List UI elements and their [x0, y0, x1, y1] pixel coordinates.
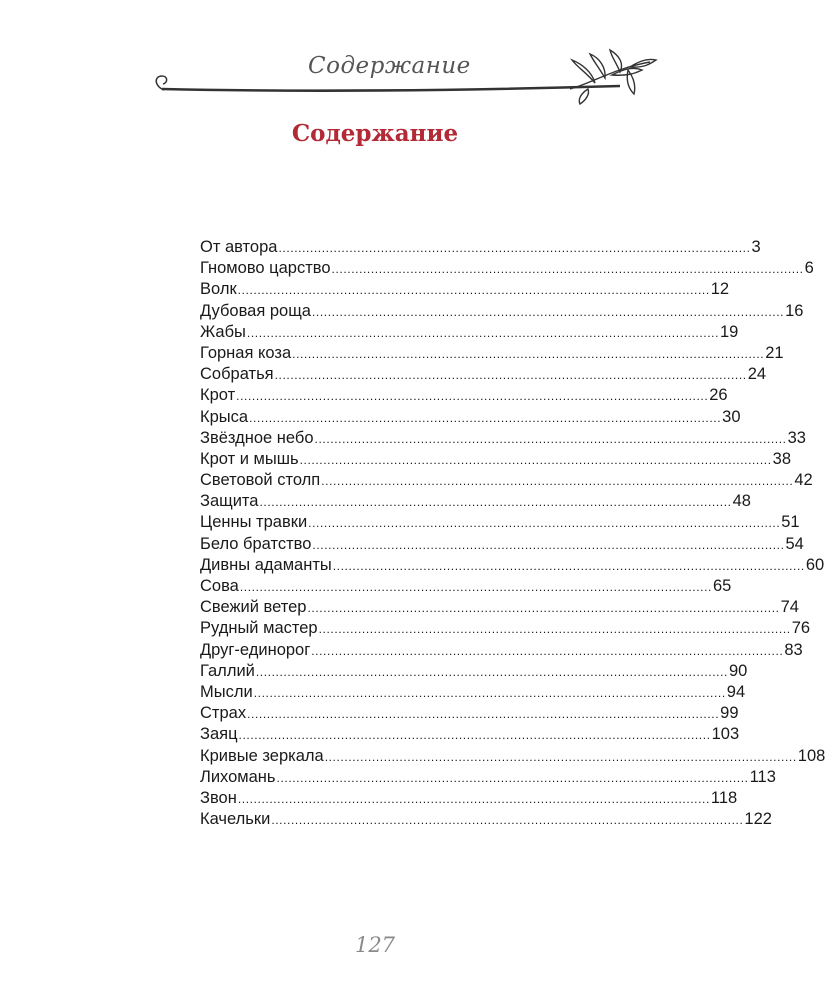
- dot-leader: ........................................................................................................................: [314, 431, 787, 446]
- toc-entry-page: 21: [765, 343, 784, 362]
- toc-entry[interactable]: [200, 492, 751, 513]
- toc-entry-page: 108: [797, 746, 825, 765]
- toc-entry-page: 6: [804, 259, 814, 278]
- page-number: 127: [354, 933, 396, 957]
- dot-leader: ........................................................................................................................: [247, 707, 720, 722]
- dot-leader: ........................................................................................................................: [259, 495, 732, 510]
- toc-entry[interactable]: [200, 280, 730, 301]
- toc-entry-page: 24: [747, 365, 767, 384]
- dot-leader: ........................................................................................................................: [312, 537, 785, 552]
- toc-entry-page: 94: [726, 682, 746, 701]
- toc-entry-title: Звёздное небо: [200, 428, 314, 447]
- toc-entry[interactable]: [200, 386, 728, 407]
- toc-entry[interactable]: [200, 322, 739, 344]
- toc-entry-page: 12: [710, 280, 730, 299]
- toc-entry-title: Звон: [200, 788, 237, 807]
- dot-leader: ........................................................................................................................: [238, 728, 711, 743]
- toc-entry-page: 48: [732, 492, 751, 511]
- dot-leader: ........................................................................................................................: [276, 770, 749, 785]
- dot-leader: ........................................................................................................................: [239, 580, 712, 594]
- toc-entry[interactable]: [200, 767, 776, 789]
- toc-entry-title: Страх: [200, 704, 247, 723]
- toc-entry-page: 38: [772, 449, 792, 468]
- toc-entry-title: Крот: [200, 386, 236, 405]
- toc-entry-title: Бело братство: [200, 534, 312, 553]
- toc-entry-title: От автора: [200, 238, 278, 256]
- toc-entry[interactable]: [200, 238, 761, 259]
- toc-entry-page: 42: [794, 471, 813, 490]
- dot-leader: ........................................................................................................................: [332, 558, 805, 573]
- toc-entry[interactable]: [200, 513, 800, 534]
- toc-entry-title: Горная коза: [200, 343, 292, 362]
- toc-entry[interactable]: [200, 471, 813, 492]
- dot-leader: ........................................................................................................................: [271, 813, 744, 828]
- toc-entry[interactable]: [200, 407, 741, 429]
- toc-entry-title: Собратья: [200, 365, 274, 384]
- toc-entry-page: 118: [710, 788, 738, 807]
- rule-line: [162, 86, 620, 91]
- toc-entry-page: 26: [709, 386, 728, 405]
- header-rule-ornament: [150, 72, 660, 102]
- toc-entry[interactable]: [200, 661, 748, 683]
- dot-leader: ........................................................................................................................: [311, 304, 785, 319]
- toc-entry-page: 19: [720, 322, 739, 341]
- dot-leader: ........................................................................................................................: [237, 283, 710, 298]
- toc-entry[interactable]: [200, 619, 811, 640]
- page-title: Содержание: [291, 120, 459, 147]
- dot-leader: ........................................................................................................................: [318, 622, 791, 637]
- toc-entry[interactable]: [200, 598, 799, 619]
- dot-leader: ........................................................................................................................: [299, 452, 772, 467]
- toc-entry-title: Рудный мастер: [200, 619, 318, 638]
- dot-leader: ........................................................................................................................: [246, 325, 719, 340]
- dot-leader: ........................................................................................................................: [331, 262, 804, 277]
- toc-entry-page: 60: [805, 555, 825, 574]
- toc-entry-page: 30: [722, 407, 741, 426]
- running-header-title: Содержание: [308, 53, 471, 79]
- toc-entry-title: Жабы: [200, 322, 246, 341]
- toc-entry-title: Заяц: [200, 725, 238, 744]
- toc-entry[interactable]: [200, 428, 806, 450]
- dot-leader: ........................................................................................................................: [292, 346, 765, 361]
- toc-entry[interactable]: [200, 577, 732, 598]
- toc-entry-title: Друг-единорог: [200, 640, 311, 659]
- toc-entry-page: 83: [784, 640, 803, 659]
- toc-entry-page: 76: [791, 619, 811, 638]
- toc-entry-page: 54: [785, 534, 804, 553]
- toc-entry-title: Мысли: [200, 682, 253, 701]
- dot-leader: ........................................................................................................................: [253, 685, 726, 700]
- toc-entry[interactable]: [200, 746, 825, 768]
- dot-leader: ........................................................................................................................: [324, 749, 797, 764]
- leaf-branch-icon: [570, 50, 656, 104]
- toc-entry-title: Лихомань: [200, 767, 276, 786]
- toc-entry-page: 99: [720, 704, 739, 723]
- toc-entry-page: 103: [711, 725, 740, 744]
- toc-entry[interactable]: [200, 725, 740, 746]
- dot-leader: ........................................................................................................................: [311, 643, 784, 658]
- toc-entry-title: Дубовая роща: [200, 301, 311, 320]
- dot-leader: ........................................................................................................................: [237, 791, 710, 806]
- toc-entry-title: Световой столп: [200, 471, 321, 490]
- toc-entry[interactable]: [200, 365, 767, 386]
- toc-entry-title: Галлий: [200, 661, 255, 680]
- dot-leader: ........................................................................................................................: [249, 410, 722, 425]
- toc-entry-title: Свежий ветер: [200, 598, 307, 617]
- toc-entry-page: 74: [780, 598, 799, 617]
- toc-entry[interactable]: [200, 343, 784, 365]
- toc-entry[interactable]: [200, 449, 792, 471]
- toc-entry-page: 51: [781, 513, 800, 532]
- toc-entry-title: Волк: [200, 280, 237, 299]
- toc-entry[interactable]: [200, 704, 739, 725]
- table-of-contents: [200, 238, 825, 831]
- dot-leader: ........................................................................................................................: [255, 664, 728, 679]
- dot-leader: ........................................................................................................................: [236, 389, 709, 404]
- toc-entry-title: Ценны травки: [200, 513, 308, 532]
- toc-entry-title: Кривые зеркала: [200, 746, 324, 765]
- toc-entry-page: 33: [787, 428, 806, 447]
- dot-leader: ........................................................................................................................: [278, 241, 751, 255]
- toc-entry[interactable]: [200, 810, 772, 831]
- toc-entry-title: Крот и мышь: [200, 449, 299, 468]
- toc-entry[interactable]: [200, 301, 804, 323]
- toc-entry[interactable]: [200, 534, 804, 556]
- toc-entry-page: 122: [744, 810, 772, 829]
- toc-entry-page: 90: [728, 661, 748, 680]
- toc-entry-title: Крыса: [200, 407, 249, 426]
- toc-entry[interactable]: [200, 788, 738, 810]
- dot-leader: ........................................................................................................................: [308, 516, 781, 531]
- toc-entry-page: 65: [712, 577, 732, 595]
- toc-entry[interactable]: [200, 682, 746, 704]
- dot-leader: ........................................................................................................................: [274, 368, 747, 383]
- toc-entry-title: Гномово царство: [200, 259, 331, 278]
- toc-entry[interactable]: [200, 640, 803, 662]
- toc-entry-page: 16: [785, 301, 804, 320]
- dot-leader: ........................................................................................................................: [307, 601, 780, 616]
- toc-entry[interactable]: [200, 555, 825, 577]
- toc-entry-title: Сова: [200, 577, 239, 595]
- toc-entry-title: Защита: [200, 492, 259, 511]
- toc-entry-page: 3: [751, 238, 761, 256]
- toc-entry-page: 113: [749, 767, 776, 786]
- toc-entry-title: Дивны адаманты: [200, 555, 332, 574]
- dot-leader: ........................................................................................................................: [321, 474, 794, 489]
- toc-entry-title: Качельки: [200, 810, 271, 829]
- toc-entry[interactable]: [200, 259, 814, 280]
